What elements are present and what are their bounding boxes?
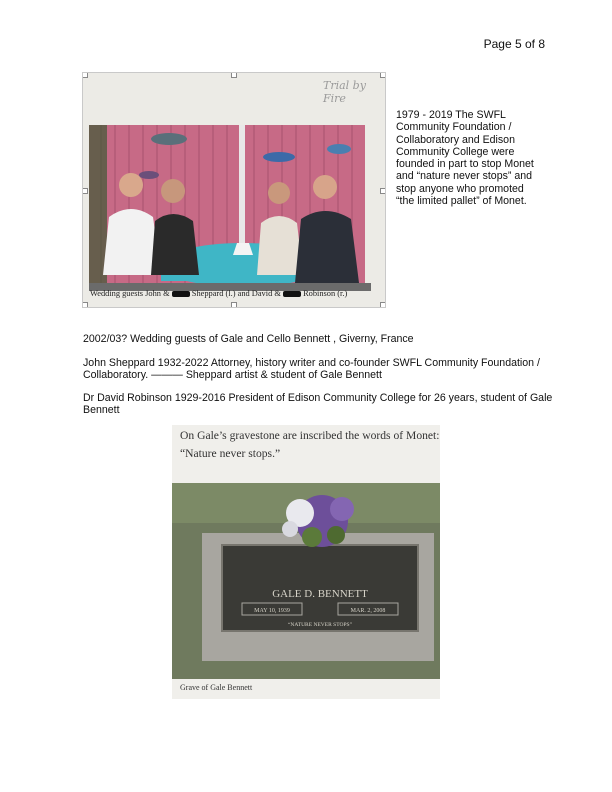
resize-handle[interactable] [231,72,237,78]
plaque-name: GALE D. BENNETT [272,588,368,600]
resize-handle[interactable] [380,302,386,308]
wedding-guests-photo [82,72,386,308]
resize-handle[interactable] [82,302,88,308]
redaction-mark [283,291,301,297]
watermark-text: Trial by Fire [323,79,366,105]
resize-handle[interactable] [380,72,386,78]
wedding-photo-caption: Wedding guests John & Sheppard (l.) and David & Robinson (r.) [90,289,348,298]
gravestone-photo [172,425,440,699]
wedding-guests-image [89,125,371,308]
plaque-date-right: MAR. 2, 2008 [350,608,386,614]
resize-handle[interactable] [380,188,386,194]
side-text: 1979 - 2019 The SWFL Community Foundation / Collaboratory and Edison Community College were founded in part to stop Monet and “nature never stops” and stop anyone who promoted “the limited pallet” of Monet. [396,109,534,208]
redaction-mark [172,291,190,297]
page-number: Page 5 of 8 [483,37,545,51]
paragraph-john-sheppard: John Sheppard 1932-2022 Attorney, history writer and co-founder SWFL Community Foundation / Collaboratory. ——— Sheppard artist & student of Gale Bennett [83,357,540,382]
plaque-motto: “NATURE NEVER STOPS” [287,622,353,628]
gravestone-quote: On Gale’s gravestone are inscribed the words of Monet: “Nature never stops.” [180,429,440,460]
resize-handle[interactable] [82,72,88,78]
plaque-date-left: MAY 10, 1939 [254,608,290,614]
resize-handle[interactable] [82,188,88,194]
gravestone-image [172,483,440,679]
gravestone-caption: Grave of Gale Bennett [180,683,253,692]
paragraph-wedding-guests: 2002/03? Wedding guests of Gale and Cello Bennett , Giverny, France [83,333,414,345]
paragraph-david-robinson: Dr David Robinson 1929-2016 President of Edison Community College for 26 years, student of Gale Bennett [83,392,553,417]
resize-handle[interactable] [231,302,237,308]
